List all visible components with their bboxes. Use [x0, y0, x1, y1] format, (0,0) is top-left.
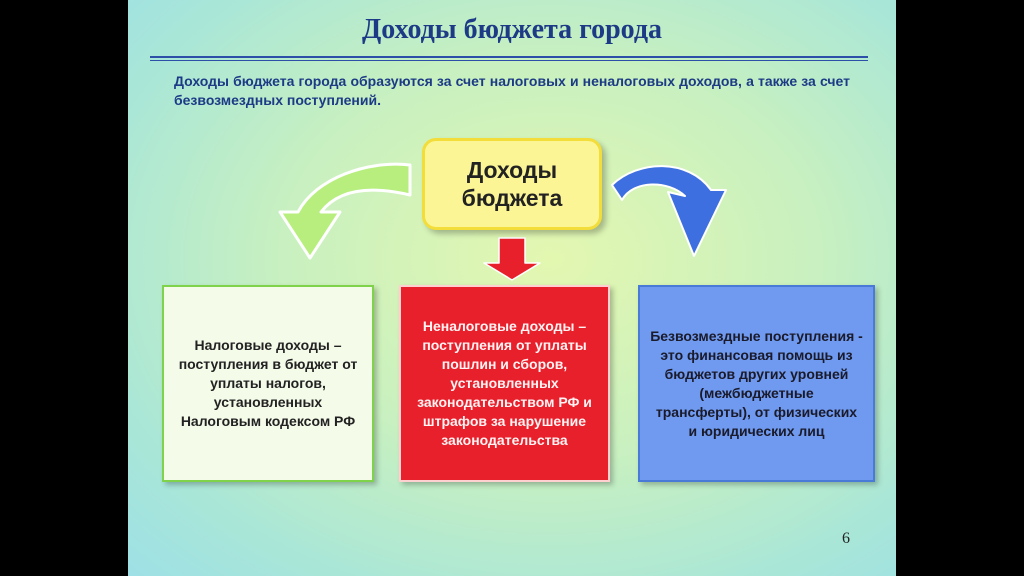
intro-text: Доходы бюджета города образуются за счет налоговых и неналоговых доходов, а также за счет безвозмездных поступлений.: [174, 73, 850, 108]
red-down-arrow: [484, 238, 540, 280]
slide-title: Доходы бюджета города: [361, 14, 663, 45]
green-curved-arrow: [280, 164, 410, 258]
gratuitous-receipts-box: Безвозмездные поступления - это финансовая помощь из бюджетов других уровней (межбюджетные трансферты), от физических и юридических лиц: [638, 285, 875, 482]
tax-revenue-box: Налоговые доходы – поступления в бюджет от уплаты налогов, установленных Налоговым кодексом РФ: [162, 285, 374, 482]
budget-revenue-box: Доходы бюджета: [422, 138, 602, 230]
slide: [128, 0, 896, 576]
blue-curved-arrow: [612, 166, 726, 256]
nontax-revenue-box: Неналоговые доходы – поступления от уплаты пошлин и сборов, установленных законодательством РФ и штрафов за нарушение законодательства: [399, 285, 610, 482]
page-number: 6: [842, 530, 850, 547]
